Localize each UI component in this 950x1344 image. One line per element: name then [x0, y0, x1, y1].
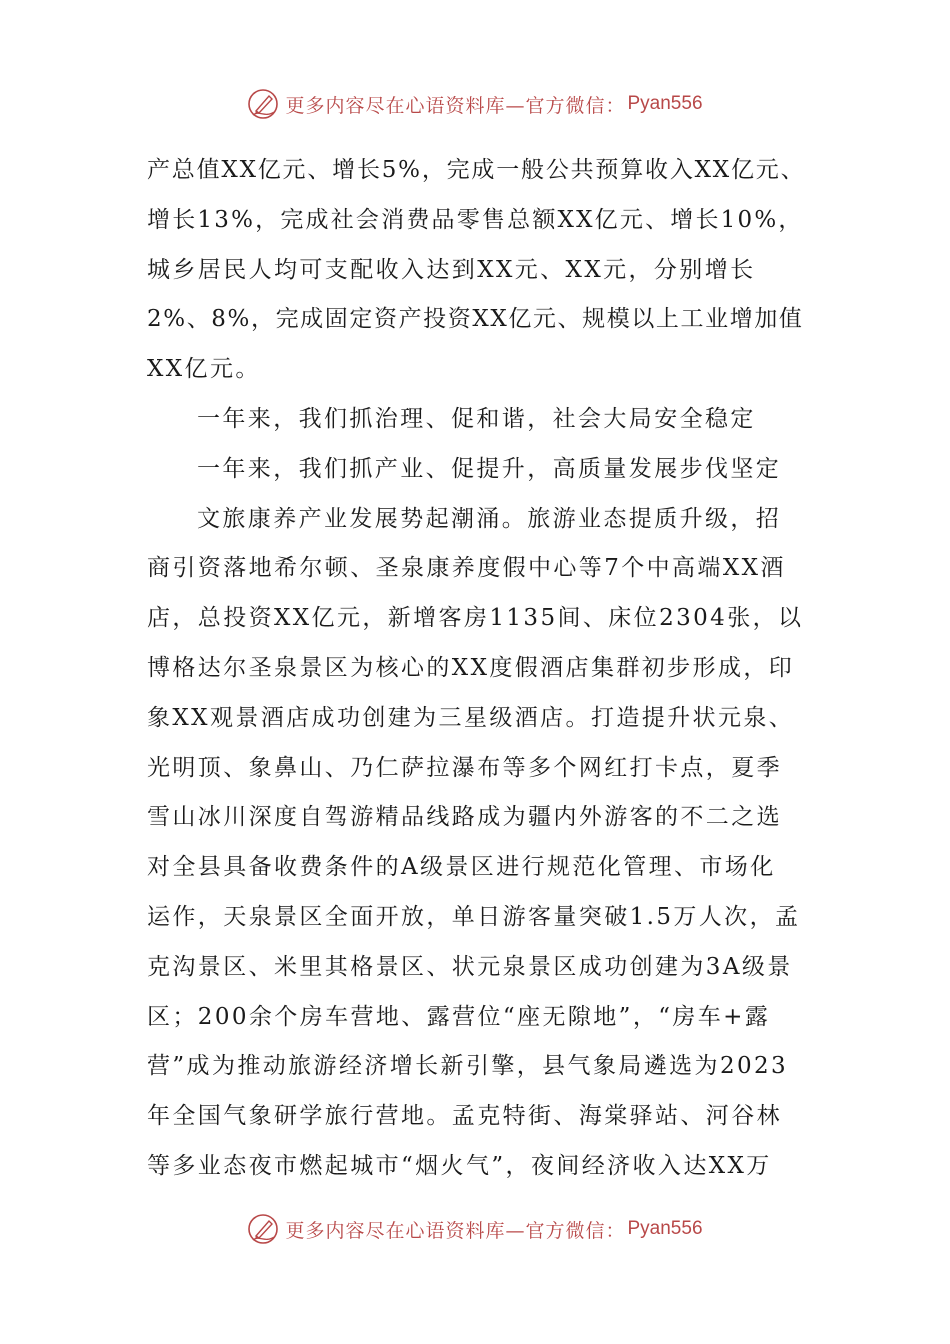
text-line: 光明顶、象鼻山、乃仁萨拉瀑布等多个网红打卡点，夏季 — [147, 754, 782, 781]
text-line: 增长13%，完成社会消费品零售总额XX亿元、增长10%， — [147, 206, 804, 233]
text-line: 年全国气象研学旅行营地。孟克特街、海棠驿站、河谷林 — [147, 1103, 782, 1130]
text-line: 文旅康养产业发展势起潮涌。旅游业态提质升级，招 — [197, 505, 782, 532]
watermark-text: 更多内容尽在心语资料库—官方微信： — [285, 1219, 626, 1242]
text-line: 城乡居民人均可支配收入达到XX元、XX元，分别增长 — [147, 256, 756, 283]
text-line: 象XX观景酒店成功创建为三星级酒店。打造提升状元泉、 — [147, 704, 795, 731]
text-line: 克沟景区、米里其格景区、状元泉景区成功创建为3A级景 — [147, 953, 793, 980]
footer-watermark — [0, 1209, 950, 1249]
pen-logo-icon — [247, 88, 279, 120]
text-line: 对全县具备收费条件的A级景区进行规范化管理、市场化 — [147, 854, 776, 881]
document-body — [147, 146, 807, 1192]
text-line: 2%、8%，完成固定资产投资XX亿元、规模以上工业增加值 — [147, 306, 804, 333]
header-watermark — [0, 84, 950, 124]
watermark-wechat-id: Pyan556 — [627, 1218, 703, 1239]
text-line: 区；200余个房车营地、露营位“座无隙地”，“房车+露 — [147, 1003, 771, 1030]
text-line: 运作，天泉景区全面开放，单日游客量突破1.5万人次，孟 — [147, 903, 801, 930]
text-line: 一年来，我们抓治理、促和谐，社会大局安全稳定 — [197, 405, 756, 432]
watermark-wechat-id: Pyan556 — [627, 93, 703, 114]
text-line: 等多业态夜市燃起城市“烟火气”，夜间经济收入达XX万 — [147, 1152, 772, 1179]
text-line: 一年来，我们抓产业、促提升，高质量发展步伐坚定 — [197, 455, 782, 482]
text-line: 店，总投资XX亿元，新增客房1135间、床位2304张，以 — [147, 605, 804, 632]
text-line: 产总值XX亿元、增长5%，完成一般公共预算收入XX亿元、 — [147, 157, 806, 183]
text-line: 营”成为推动旅游经济增长新引擎，县气象局遴选为2023 — [147, 1053, 789, 1080]
text-line: 雪山冰川深度自驾游精品线路成为疆内外游客的不二之选 — [147, 804, 782, 831]
text-line: 博格达尔圣泉景区为核心的XX度假酒店集群初步形成，印 — [147, 654, 795, 681]
pen-logo-icon — [247, 1213, 279, 1245]
text-line: XX亿元。 — [147, 356, 261, 383]
watermark-text: 更多内容尽在心语资料库—官方微信： — [285, 94, 626, 117]
text-line: 商引资落地希尔顿、圣泉康养度假中心等7个中高端XX酒 — [147, 555, 786, 582]
